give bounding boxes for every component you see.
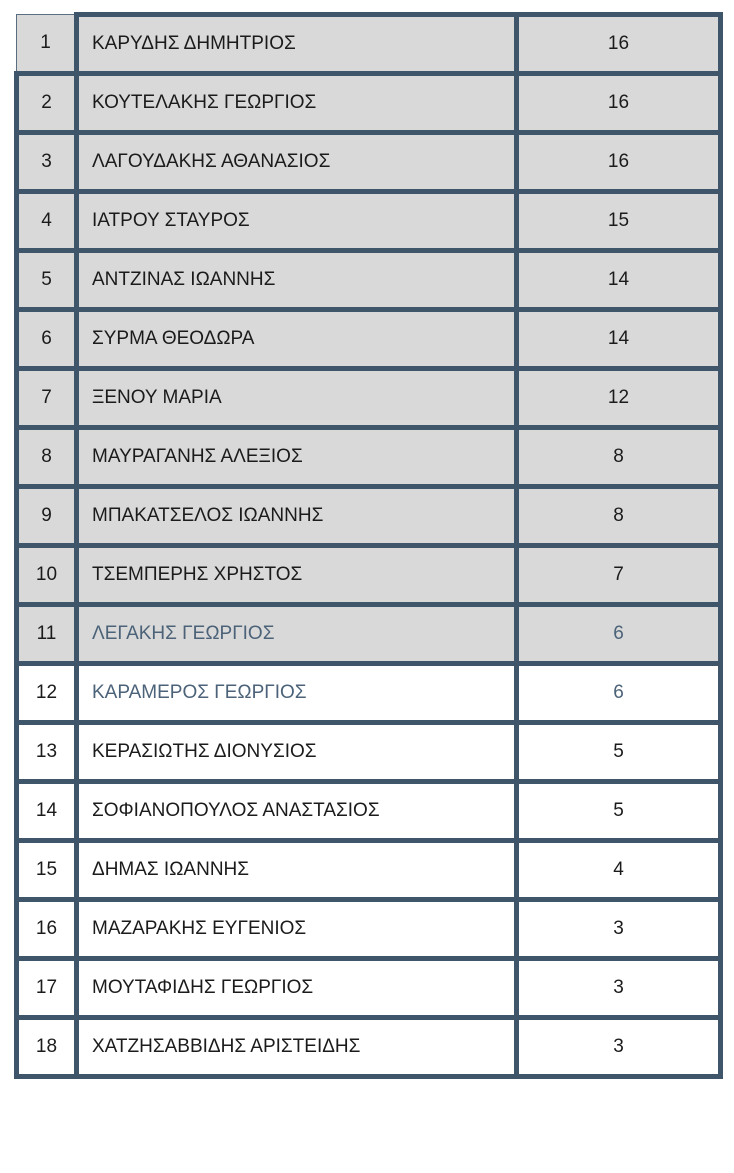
value-cell: 3 [517,959,721,1018]
name-cell: ΣΥΡΜΑ ΘΕΟΔΩΡΑ [77,310,517,369]
name-cell: ΞΕΝΟΥ ΜΑΡΙΑ [77,369,517,428]
name-cell: ΜΑΖΑΡΑΚΗΣ ΕΥΓΕΝΙΟΣ [77,900,517,959]
table-row [17,605,721,664]
value-cell: 14 [517,310,721,369]
ranking-table [14,12,723,1079]
ranking-table-container [14,12,718,1079]
name-cell: ΔΗΜΑΣ ΙΩΑΝΝΗΣ [77,841,517,900]
name-cell: ΛΕΓΑΚΗΣ ΓΕΩΡΓΙΟΣ [77,605,517,664]
name-cell: ΚΑΡΥΔΗΣ ΔΗΜΗΤΡΙΟΣ [77,15,517,74]
table-row [17,251,721,310]
table-row [17,900,721,959]
name-cell: ΙΑΤΡΟΥ ΣΤΑΥΡΟΣ [77,192,517,251]
value-cell: 16 [517,133,721,192]
rank-cell: 15 [17,841,77,900]
table-row [17,369,721,428]
name-cell: ΚΕΡΑΣΙΩΤΗΣ ΔΙΟΝΥΣΙΟΣ [77,723,517,782]
value-cell: 5 [517,723,721,782]
table-row [17,428,721,487]
table-row [17,74,721,133]
name-cell: ΛΑΓΟΥΔΑΚΗΣ ΑΘΑΝΑΣΙΟΣ [77,133,517,192]
value-cell: 3 [517,1018,721,1077]
ranking-table-body [17,15,721,1077]
table-row [17,546,721,605]
value-cell: 12 [517,369,721,428]
table-row [17,133,721,192]
rank-cell: 12 [17,664,77,723]
rank-cell: 14 [17,782,77,841]
rank-cell: 5 [17,251,77,310]
rank-cell: 11 [17,605,77,664]
value-cell: 6 [517,605,721,664]
value-cell: 4 [517,841,721,900]
value-cell: 3 [517,900,721,959]
rank-cell: 18 [17,1018,77,1077]
rank-cell: 10 [17,546,77,605]
table-row [17,664,721,723]
rank-cell: 16 [17,900,77,959]
value-cell: 15 [517,192,721,251]
rank-cell: 17 [17,959,77,1018]
name-cell: ΜΑΥΡΑΓΑΝΗΣ ΑΛΕΞΙΟΣ [77,428,517,487]
value-cell: 5 [517,782,721,841]
table-row [17,487,721,546]
value-cell: 8 [517,428,721,487]
table-row [17,959,721,1018]
name-cell: ΤΣΕΜΠΕΡΗΣ ΧΡΗΣΤΟΣ [77,546,517,605]
table-row [17,192,721,251]
rank-cell: 1 [17,15,77,74]
value-cell: 14 [517,251,721,310]
table-row [17,1018,721,1077]
name-cell: ΧΑΤΖΗΣΑΒΒΙΔΗΣ ΑΡΙΣΤΕΙΔΗΣ [77,1018,517,1077]
table-row [17,841,721,900]
rank-cell: 13 [17,723,77,782]
rank-cell: 8 [17,428,77,487]
table-row [17,723,721,782]
value-cell: 7 [517,546,721,605]
name-cell: ΑΝΤΖΙΝΑΣ ΙΩΑΝΝΗΣ [77,251,517,310]
name-cell: ΚΟΥΤΕΛΑΚΗΣ ΓΕΩΡΓΙΟΣ [77,74,517,133]
value-cell: 16 [517,74,721,133]
rank-cell: 2 [17,74,77,133]
rank-cell: 7 [17,369,77,428]
table-row [17,310,721,369]
name-cell: ΜΠΑΚΑΤΣΕΛΟΣ ΙΩΑΝΝΗΣ [77,487,517,546]
value-cell: 8 [517,487,721,546]
table-row [17,15,721,74]
name-cell: ΚΑΡΑΜΕΡΟΣ ΓΕΩΡΓΙΟΣ [77,664,517,723]
rank-cell: 9 [17,487,77,546]
name-cell: ΣΟΦΙΑΝΟΠΟΥΛΟΣ ΑΝΑΣΤΑΣΙΟΣ [77,782,517,841]
value-cell: 16 [517,15,721,74]
rank-cell: 6 [17,310,77,369]
table-row [17,782,721,841]
value-cell: 6 [517,664,721,723]
name-cell: ΜΟΥΤΑΦΙΔΗΣ ΓΕΩΡΓΙΟΣ [77,959,517,1018]
rank-cell: 4 [17,192,77,251]
rank-cell: 3 [17,133,77,192]
